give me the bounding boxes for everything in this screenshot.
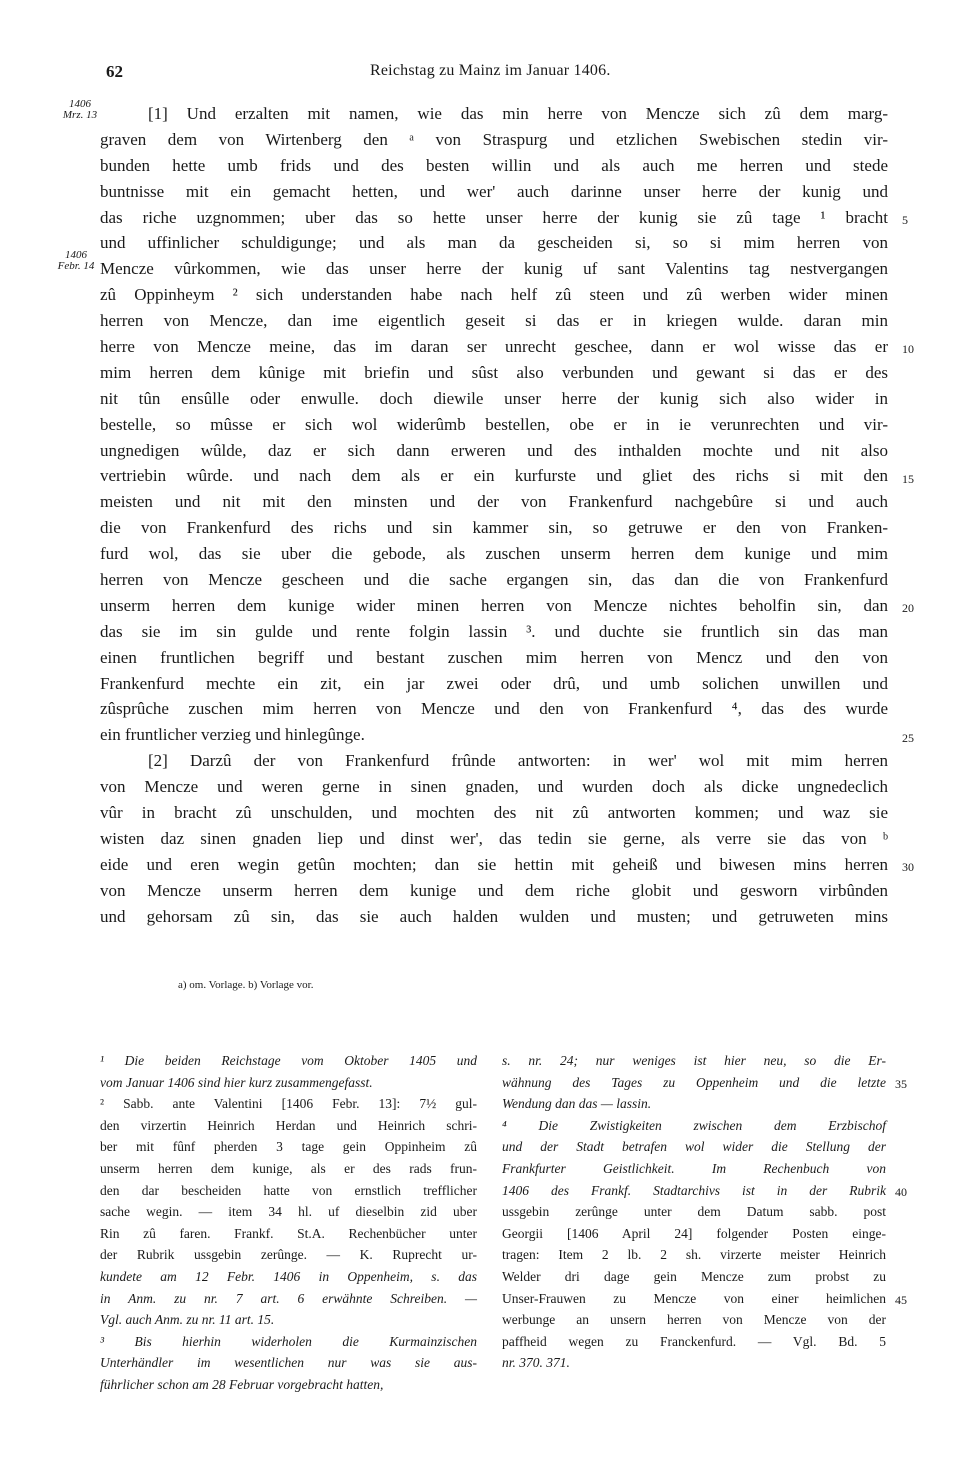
line-number: 25: [902, 730, 914, 745]
text-line: vûr in bracht zû unschulden, und mochten des nit zû antworten kommen; und waz sie: [100, 803, 888, 823]
footnote-line: tragen: Item 2 lb. 2 sh. virzerte meister Heinrich: [502, 1247, 886, 1263]
text-line: und uffinlicher schuldigunge; und als man da gescheiden si, so si mim herren von: [100, 233, 888, 253]
line-number: 45: [895, 1292, 907, 1307]
text-line: buntnisse mit ein gemacht hetten, und wer' auch darinne unser herre der kunig und: [100, 181, 888, 201]
main-text: [100, 101, 888, 930]
footnote-line: den dar bescheiden hatte von ernstlich trefflicher: [100, 1182, 477, 1198]
line-number: 5: [902, 212, 908, 227]
footnote-line: Wendung dan das — lassin.: [502, 1096, 652, 1112]
footnote-line: Unterhändler im wesentlichen nur was sie aus-: [100, 1355, 477, 1371]
text-line: ein fruntlicher verzieg und hinlegûnge.: [100, 725, 365, 745]
text-line: [1] Und erzalten mit namen, wie das min herre von Mencze sich zû dem marg-: [148, 104, 888, 123]
footnote-line: unserm herren dem kunige, als er des rads frun-: [100, 1160, 477, 1176]
text-line: mim herren dem kûnige mit briefin und sûst also verbunden und gewant si das er des: [100, 362, 888, 382]
footnote-line: Rin zû faren. Frankf. St.A. Rechenbücher unter: [100, 1225, 477, 1241]
footnote-line: nr. 370. 371.: [502, 1355, 570, 1371]
text-line: wisten daz sinen gnaden liep und dinst wer', das tedin sie gerne, als verre sie das von ᵇ: [100, 828, 888, 848]
footnote-line: der Rubrik ussgebin zerûnge. — K. Ruprecht ur-: [100, 1247, 477, 1263]
text-line: bunden hette umb frids und des besten willin und als auch me herren und stede: [100, 155, 888, 175]
footnote-line: ³ Bis hierhin widerholen die Kurmainzischen: [100, 1333, 477, 1349]
running-head: Reichstag zu Mainz im Januar 1406.: [370, 62, 611, 79]
text-line: Mencze vûrkommen, wie das unser herre der kunig uf sant Valentins tag nestvergangen: [100, 259, 888, 279]
text-line: zûsprûche zuschen mim herren von Mencze und den von Frankenfurd ⁴, das des wurde: [100, 699, 888, 719]
footnote-line: sache wegin. — item 34 hl. uf dieselbin zid uber: [100, 1204, 477, 1220]
footnote-line: den virzertin Heinrich Herdan und Heinrich schri-: [100, 1117, 477, 1133]
text-line: und gehorsam zû sin, das sie auch halden wulden und musten; und getruweten mins: [100, 906, 888, 926]
text-line: das riche uzgnommen; uber das so hette unser herre der kunig sie zû tage ¹ bracht: [100, 207, 888, 227]
footnote-line: paffheid wegen zu Franckenfurd. — Vgl. Bd. 5: [502, 1333, 886, 1349]
line-number: 40: [895, 1184, 907, 1199]
text-line: das sie im sin gulde und rente folgin lassin ³. und duchte sie fruntlich sin das man: [100, 621, 888, 641]
page-header: [0, 62, 960, 88]
text-line: furd wol, das sie uber die gebode, als zuschen unserm herren dem kunige und mim: [100, 544, 888, 564]
text-line: meisten und nit mit den minsten und der von Frankenfurd nachgebûre si und auch: [100, 492, 888, 512]
line-number: 30: [902, 860, 914, 875]
margin-note-date: Febr. 14: [57, 260, 95, 272]
text-line: herren von Mencze gescheen und die sache ergangen sin, das dan die von Frankenfurd: [100, 570, 888, 590]
text-line: ungnedigen wûlde, daz er sich dann erweren und des inthalden mochte und nit also: [100, 440, 888, 460]
text-line: von Mencze unserm herren dem kunige und dem riche globit und gesworn virbûnden: [100, 880, 888, 900]
footnote-line: kundete am 12 Febr. 1406 in Oppenheim, s. das: [100, 1268, 477, 1284]
footnote-line: Vgl. auch Anm. zu nr. 11 art. 15.: [100, 1312, 275, 1328]
footnote-line: Welder dri dage gein Mencze zum probst zu: [502, 1268, 886, 1284]
line-number: 20: [902, 601, 914, 616]
footnote-line: ² Sabb. ante Valentini [1406 Febr. 13]: 7½ gul-: [100, 1096, 477, 1112]
text-line: herre von Mencze meine, das im daran ser unrecht geschee, dann er wol wisse das er: [100, 337, 888, 357]
text-line: nit tûn ensûlle oder enwulle. doch diewile unser herre der kunig sich also wider in: [100, 388, 888, 408]
footnote-line: vom Januar 1406 sind hier kurz zusammengefasst.: [100, 1074, 373, 1090]
margin-note-year: 1406: [65, 249, 87, 261]
text-line: von Mencze und weren gerne in sinen gnaden, und wurden doch als dicke ungnedeclich: [100, 777, 888, 797]
line-number: 15: [902, 471, 914, 486]
text-line: vertriebin wûrde. und nach dem als er ein kurfurste und gliet des richs si mit den: [100, 466, 888, 486]
line-number: 10: [902, 342, 914, 357]
text-line: [2] Darzû der von Frankenfurd frûnde antworten: in wer' wol mit mim herren: [148, 751, 888, 771]
text-line: bestelle, so mûsse er sich wol widerûmb bestellen, obe er in ie verunrechten und vir-: [100, 414, 888, 434]
page-number: 62: [106, 62, 123, 81]
footnote-line: ussgebin zerûnge unter dem Datum sabb. post: [502, 1204, 886, 1220]
text-line: herren von Mencze, dan ime eigentlich geseit si das er in kriegen wulde. daran min: [100, 311, 888, 331]
footnote-line: 1406 des Frankf. Stadtarchivs ist in der Rubrik: [502, 1182, 886, 1198]
variant-notes: a) om. Vorlage. b) Vorlage vor.: [178, 979, 314, 991]
footnote-line: führlicher schon am 28 Februar vorgebracht hatten,: [100, 1376, 384, 1392]
text-line: die von Frankenfurd des richs und sin kammer sin, so getruwe er den von Franken-: [100, 518, 888, 538]
footnotes-left-column: [100, 1050, 477, 1396]
margin-date-note: [60, 99, 100, 121]
footnote-line: in Anm. zu nr. 7 art. 6 erwähnte Schreiben. —: [100, 1290, 477, 1306]
footnote-line: wähnung des Tages zu Oppenheim und die letzte: [502, 1074, 886, 1090]
text-line: graven dem von Wirtenberg den ᵃ von Straspurg und etzlichen Swebischen stedin vir-: [100, 129, 888, 149]
line-number: 35: [895, 1076, 907, 1091]
margin-note-year: 1406: [69, 98, 91, 110]
text-line: einen fruntlichen begriff und bestant zuschen mim herren von Mencz und den von: [100, 647, 888, 667]
text-line: zû Oppinheym ² sich understanden habe nach helf zû steen und zû werben wider minen: [100, 285, 888, 305]
footnote-line: Unser-Frauwen zu Mencze von einer heimlichen: [502, 1290, 886, 1306]
margin-note-date: Mrz. 13: [62, 109, 98, 121]
footnote-line: und der Stadt betrafen wol wider die Stellung der: [502, 1139, 886, 1155]
margin-date-note: [56, 250, 96, 272]
footnote-line: werbunge an unsern herren von Mencze von der: [502, 1312, 886, 1328]
text-line: unserm herren dem kunige wider minen herren von Mencze nichtes beholfin sin, dan: [100, 595, 888, 615]
footnote-line: s. nr. 24; nur weniges ist hier neu, so die Er-: [502, 1053, 886, 1068]
footnote-line: ber mit fûnf pherden 3 tage gein Oppinheim zû: [100, 1139, 477, 1155]
footnote-line: ¹ Die beiden Reichstage vom Oktober 1405 und: [100, 1053, 477, 1068]
text-line: Frankenfurd mechte ein zit, ein jar zwei oder drû, und umb solichen unwillen und: [100, 673, 888, 693]
footnotes-right-column: [502, 1050, 886, 1374]
footnote-line: Frankfurter Geistlichkeit. Im Rechenbuch von: [502, 1160, 886, 1176]
text-line: eide und eren wegin getûn mochten; dan sie hettin mit geheiß und biwesen mins herren: [100, 854, 888, 874]
footnote-line: ⁴ Die Zwistigkeiten zwischen dem Erzbischof: [502, 1117, 886, 1133]
footnote-line: Georgii [1406 April 24] folgender Posten einge-: [502, 1225, 886, 1241]
